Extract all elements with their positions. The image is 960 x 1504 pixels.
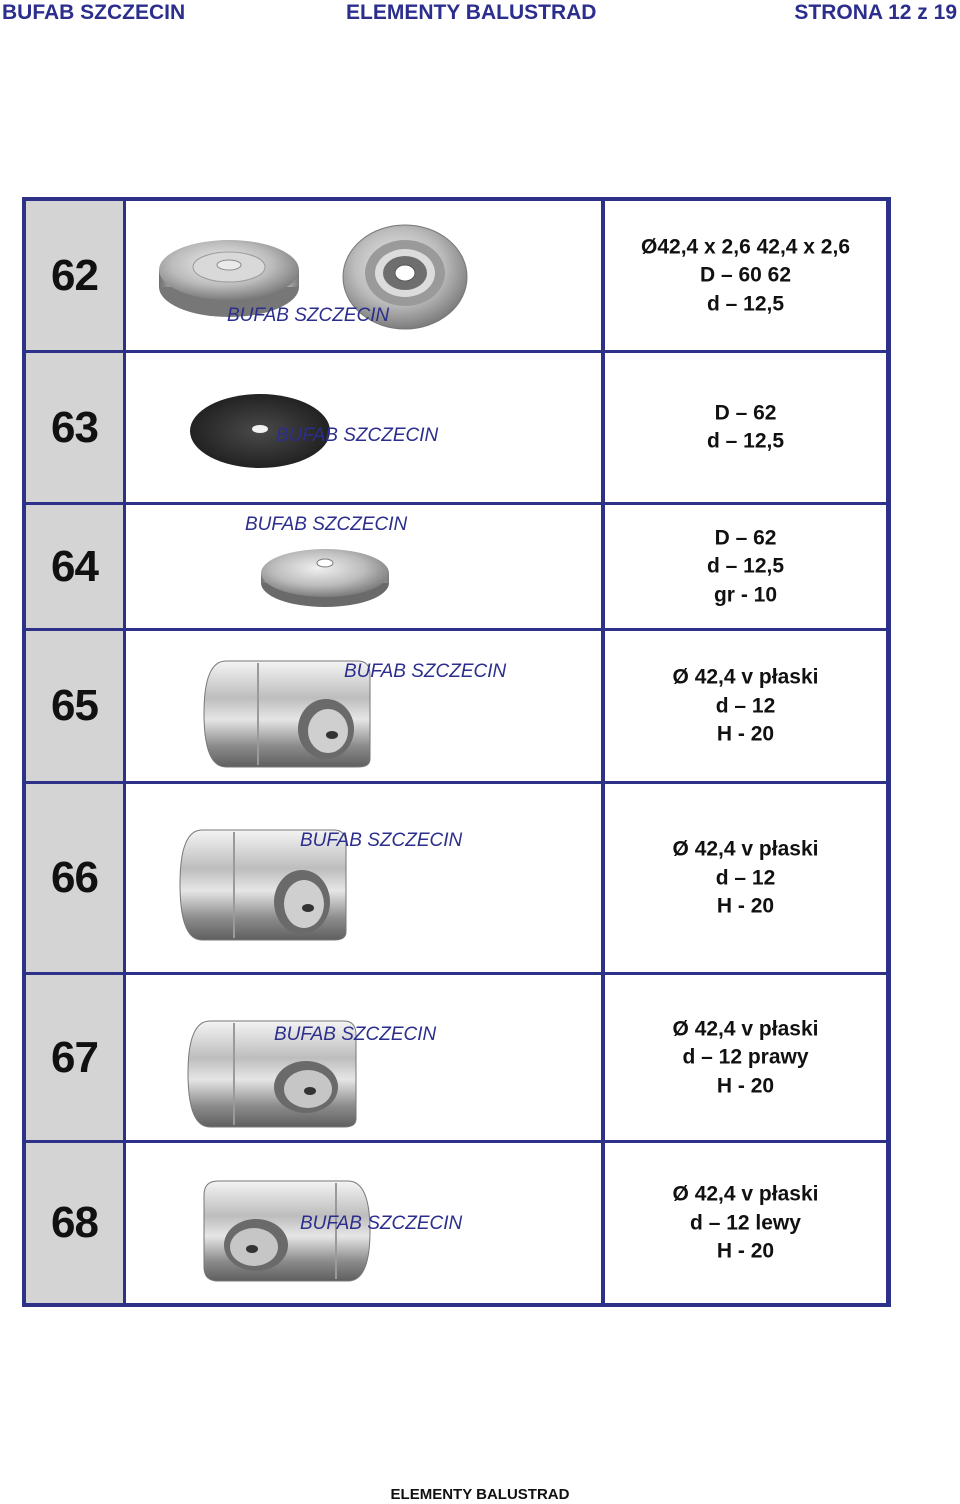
row-number-cell [26,975,123,1140]
row-number: 62 [51,250,98,300]
product-image-cell [126,631,601,781]
spec-line: d – 12,5 [706,554,785,578]
spec-line: H - 20 [716,1073,775,1097]
spec-line: d – 12 prawy [682,1045,809,1069]
row-number: 66 [51,853,98,902]
spec-line: D – 62 [714,401,777,424]
row-number-cell [26,631,123,781]
watermark-text: BUFAB SZCZECIN [276,425,439,446]
spec-line: H - 20 [716,894,775,918]
spec-lines [605,233,886,319]
spec-line: H - 20 [716,1239,775,1263]
row-number-cell [26,201,123,350]
spec-cell [605,631,886,781]
spec-cell [605,505,886,628]
product-image-cell [126,505,601,628]
spec-line: d – 12 lewy [690,1210,801,1234]
spec-cell [605,1143,886,1303]
watermark-text: BUFAB SZCZECIN [300,830,463,851]
spec-lines [605,835,886,921]
product-image-cell [126,353,601,502]
header-page-number: STRONA 12 z 19 [794,1,957,24]
page-footer: ELEMENTY BALUSTRAD [390,1486,570,1503]
spec-cell [605,975,886,1140]
spec-lines [605,399,886,456]
spec-line: Ø 42,4 v płaski [672,837,819,861]
spec-line: Ø42,4 x 2,6 42,4 x 2,6 [641,234,850,258]
spec-lines [605,663,886,749]
spec-cell [605,353,886,502]
spec-line: H - 20 [716,722,775,746]
product-image-cell [126,1143,601,1303]
spec-line: Ø 42,4 v płaski [672,1182,819,1206]
row-number-cell [26,353,123,502]
spec-line: Ø 42,4 v płaski [672,1016,819,1040]
product-image-cell [126,784,601,972]
header-title: ELEMENTY BALUSTRAD [346,1,597,24]
row-number: 64 [51,541,98,591]
row-number: 63 [51,402,98,452]
product-table [22,197,891,1307]
row-number-cell [26,505,123,628]
row-number-cell [26,1143,123,1303]
spec-line: Ø 42,4 v płaski [672,665,819,689]
product-image-cell [126,201,601,350]
spec-lines [605,1015,886,1101]
watermark-text: BUFAB SZCZECIN [274,1024,437,1045]
row-number: 65 [51,681,98,730]
spec-cell [605,784,886,972]
spec-line: D – 60 62 [699,263,792,287]
spec-line: d – 12,5 [706,291,785,315]
watermark-text: BUFAB SZCZECIN [344,661,507,682]
spec-line: gr - 10 [713,582,778,606]
spec-line: d – 12 [715,693,776,717]
row-number: 68 [51,1198,98,1247]
cone-cover-image [258,539,392,609]
row-number: 67 [51,1032,98,1082]
watermark-text: BUFAB SZCZECIN [245,514,408,535]
header-company: BUFAB SZCZECIN [2,1,186,24]
row-number-cell [26,784,123,972]
spec-lines [605,1180,886,1266]
spec-cell [605,201,886,350]
watermark-text: BUFAB SZCZECIN [227,305,390,326]
page-header [0,0,960,26]
product-image-cell [126,975,601,1140]
spec-line: d – 12,5 [706,429,785,453]
watermark-text: BUFAB SZCZECIN [300,1213,463,1234]
spec-line: D – 62 [714,525,777,549]
spec-lines [605,524,886,610]
spec-line: d – 12 [715,865,776,889]
